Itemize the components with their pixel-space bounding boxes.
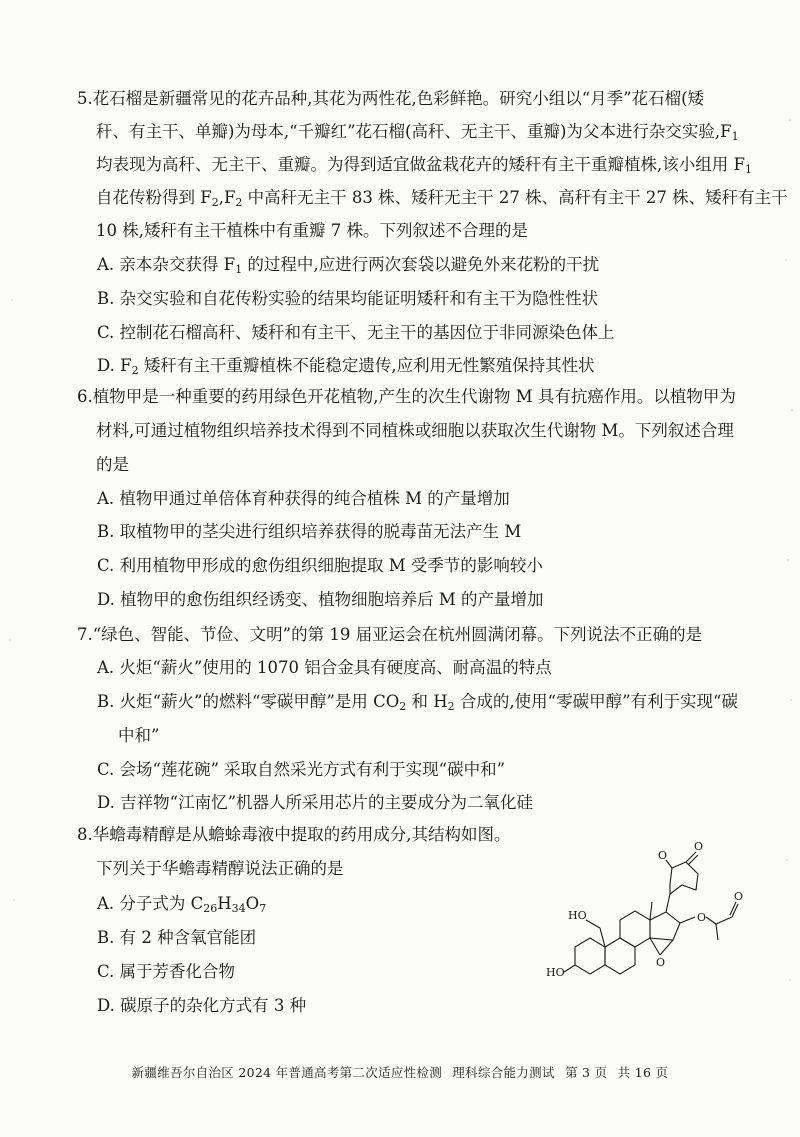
footer-page-number: 第 3 页 [564, 1065, 608, 1080]
label-ring-o: O [658, 849, 668, 862]
q6-option-c: C. 利用植物甲形成的愈伤组织细胞提取 M 受季节的影响较小 [97, 556, 543, 575]
q5-option-b: B. 杂交实验和自花传粉实验的结果均能证明矮秆和有主干为隐性性状 [97, 289, 599, 308]
q5-stem-line-2: 秆、有主干、单瓣)为母本,“千瓣红”花石榴(高秆、无主干、重瓣)为父本进行杂交实验$,F_1$ [96, 122, 739, 143]
q7-option-d: D. 吉祥物“江南忆”机器人所采用芯片的主要成分为二氧化硅 [97, 793, 534, 812]
q5-option-d: D. $F_2$ 矮秆有主干重瓣植株不能稳定遗传,应利用无性繁殖保持其性状 [97, 356, 595, 377]
q7-option-c: C. 会场“莲花碗” 采取自然采光方式有利于实现“碳中和” [97, 760, 506, 779]
skeleton-bonds [564, 852, 738, 974]
q8-stem-line-2: 下列关于华蟾毒精醇说法正确的是 [96, 859, 344, 878]
q8-option-b: B. 有 2 种含氧官能团 [97, 928, 257, 947]
q8-option-a: A. 分子式为 $C_{26}H_{34}O_7$ [97, 894, 267, 915]
q5-stem-line-1: 5.花石榴是新疆常见的花卉品种,其花为两性花,色彩鲜艳。研究小组以“月季”花石榴(矮 [77, 89, 705, 108]
q6-option-b: B. 取植物甲的茎尖进行组织培养获得的脱毒苗无法产生 M [97, 522, 522, 541]
footer-total-pages: 共 16 页 [617, 1065, 669, 1080]
footer-exam-title: 新疆维吾尔自治区 2024 年普通高考第二次适应性检测 [131, 1065, 443, 1080]
q6-stem-line-3: 的是 [96, 455, 129, 474]
label-epoxide-o: O [656, 956, 666, 969]
label-ho-top: HO [568, 909, 587, 922]
q5-stem-line-4: 自花传粉得到 $F_2,F_2$ 中高秆无主干 83 株、矮秆无主干 27 株、高秆有主干 27 株、矮秆有主干 [96, 188, 788, 209]
q5-option-a: A. 亲本杂交获得 $F_1$ 的过程中,应进行两次套袋以避免外来花粉的干扰 [97, 255, 600, 276]
q6-option-a: A. 植物甲通过单倍体育种获得的纯合植株 M 的产量增加 [97, 489, 510, 508]
q7-option-a: A. 火炬“薪火”使用的 1070 铝合金具有硬度高、耐高温的特点 [97, 658, 552, 677]
q5-option-c: C. 控制花石榴高秆、矮秆和有主干、无主干的基因位于非同源染色体上 [97, 323, 615, 342]
q8-option-d: D. 碳原子的杂化方式有 3 种 [97, 996, 307, 1015]
q7-option-b: B. 火炬“薪火”的燃料“零碳甲醇”是用 $CO_2$ 和 $H_2$ 合成的,使用“零碳甲醇”有利于实现“碳 [97, 692, 738, 713]
q8-option-c: C. 属于芳香化合物 [97, 962, 236, 981]
q6-stem-line-2: 材料,可通过植物组织培养技术得到不同植株或细胞以获取次生代谢物 M。下列叙述合理 [96, 421, 734, 440]
q6-stem-line-1: 6.植物甲是一种重要的药用绿色开花植物,产生的次生代谢物 M 具有抗癌作用。以植物甲为 [77, 387, 736, 406]
q5-stem-line-5: 10 株,矮秆有主干植株中有重瓣 7 株。下列叙述不合理的是 [96, 221, 528, 240]
molecular-structure-diagram [520, 822, 780, 1002]
label-carbonyl-o: O [734, 890, 744, 903]
footer-subject: 理科综合能力测试 [452, 1065, 555, 1080]
q6-option-d: D. 植物甲的愈伤组织经诱变、植物细胞培养后 M 的产量增加 [97, 590, 544, 609]
q7-option-b-line-2: 中和” [118, 726, 160, 745]
label-ester-o: O [697, 911, 707, 924]
label-carbonyl-o-top: O [694, 840, 704, 853]
q8-stem-line-1: 8.华蟾毒精醇是从蟾蜍毒液中提取的药用成分,其结构如图。 [77, 825, 511, 844]
label-ho-bottom: HO [546, 966, 565, 979]
q7-stem: 7.“绿色、智能、节俭、文明”的第 19 届亚运会在杭州圆满闭幕。下列说法不正确的是 [77, 625, 703, 644]
q5-stem-line-3: 均表现为高秆、无主干、重瓣。为得到适宜做盆栽花卉的矮秆有主干重瓣植株,该小组用 $F_1$ [96, 155, 752, 176]
page-footer [0, 1063, 800, 1081]
